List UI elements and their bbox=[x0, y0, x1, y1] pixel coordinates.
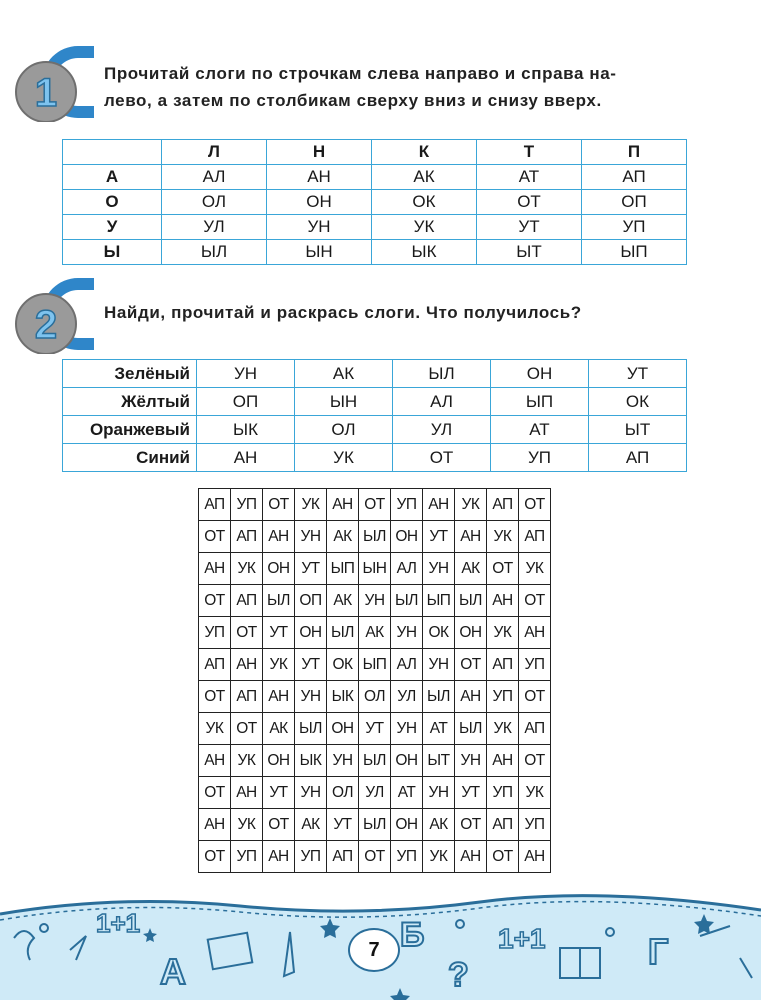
task-1-line-2: лево, а затем по столбикам сверху вниз и снизу вверх. bbox=[104, 91, 602, 110]
puzzle-cell[interactable]: ЫЛ bbox=[359, 809, 391, 841]
puzzle-cell[interactable]: АК bbox=[327, 585, 359, 617]
syllable-cell: АЛ bbox=[393, 388, 491, 416]
puzzle-cell[interactable]: АН bbox=[455, 681, 487, 713]
puzzle-cell[interactable]: УК bbox=[519, 553, 551, 585]
task-1 bbox=[0, 40, 761, 130]
puzzle-cell[interactable]: АН bbox=[231, 777, 263, 809]
puzzle-cell[interactable]: АН bbox=[519, 841, 551, 873]
puzzle-cell[interactable]: УП bbox=[487, 777, 519, 809]
puzzle-cell[interactable]: УН bbox=[391, 617, 423, 649]
puzzle-cell[interactable]: ЫЛ bbox=[455, 713, 487, 745]
puzzle-row bbox=[199, 585, 551, 617]
puzzle-cell[interactable]: ОН bbox=[295, 617, 327, 649]
syllable-cell: УК bbox=[372, 215, 477, 240]
puzzle-cell[interactable]: УН bbox=[295, 521, 327, 553]
puzzle-cell[interactable]: УТ bbox=[295, 649, 327, 681]
page-number: 7 bbox=[348, 928, 400, 972]
puzzle-cell[interactable]: АП bbox=[487, 489, 519, 521]
puzzle-cell[interactable]: АН bbox=[199, 745, 231, 777]
puzzle-cell[interactable]: АН bbox=[199, 553, 231, 585]
puzzle-cell[interactable]: ЫП bbox=[327, 553, 359, 585]
column-header: Н bbox=[267, 140, 372, 165]
puzzle-cell[interactable]: АЛ bbox=[391, 553, 423, 585]
puzzle-cell[interactable]: ОТ bbox=[519, 745, 551, 777]
puzzle-cell[interactable]: УТ bbox=[327, 809, 359, 841]
puzzle-cell[interactable]: ОТ bbox=[199, 521, 231, 553]
syllable-cell: ОК bbox=[372, 190, 477, 215]
syllable-cell: АП bbox=[582, 165, 687, 190]
syllable-cell: АП bbox=[589, 444, 687, 472]
puzzle-cell[interactable]: УП bbox=[391, 489, 423, 521]
puzzle-cell[interactable]: АЛ bbox=[391, 649, 423, 681]
puzzle-cell[interactable]: АТ bbox=[423, 713, 455, 745]
puzzle-cell[interactable]: АТ bbox=[391, 777, 423, 809]
puzzle-cell[interactable]: УН bbox=[359, 585, 391, 617]
coloring-puzzle-grid bbox=[198, 488, 551, 873]
row-header: А bbox=[63, 165, 162, 190]
puzzle-row bbox=[199, 617, 551, 649]
puzzle-cell[interactable]: ЫЛ bbox=[423, 681, 455, 713]
table-row bbox=[63, 240, 687, 265]
puzzle-cell[interactable]: АП bbox=[327, 841, 359, 873]
puzzle-cell[interactable]: ОК bbox=[327, 649, 359, 681]
table-row bbox=[63, 388, 687, 416]
table-corner bbox=[63, 140, 162, 165]
puzzle-cell[interactable]: ОН bbox=[391, 809, 423, 841]
syllable-cell: ЫК bbox=[372, 240, 477, 265]
color-label: Синий bbox=[63, 444, 197, 472]
syllable-cell: ОЛ bbox=[295, 416, 393, 444]
puzzle-cell[interactable]: ОП bbox=[295, 585, 327, 617]
puzzle-cell[interactable]: УП bbox=[487, 681, 519, 713]
syllable-cell: УК bbox=[295, 444, 393, 472]
puzzle-cell[interactable]: ОН bbox=[263, 745, 295, 777]
footer-letter-a: А bbox=[160, 951, 186, 992]
syllable-cell: УЛ bbox=[393, 416, 491, 444]
puzzle-cell[interactable]: УП bbox=[519, 809, 551, 841]
puzzle-cell[interactable]: УН bbox=[423, 777, 455, 809]
color-label: Зелёный bbox=[63, 360, 197, 388]
puzzle-cell[interactable]: АП bbox=[199, 489, 231, 521]
puzzle-cell[interactable]: УН bbox=[327, 745, 359, 777]
puzzle-cell[interactable]: ЫП bbox=[423, 585, 455, 617]
puzzle-cell[interactable]: УК bbox=[199, 713, 231, 745]
puzzle-cell[interactable]: ОТ bbox=[263, 809, 295, 841]
syllable-cell: ОТ bbox=[393, 444, 491, 472]
syllable-cell: АТ bbox=[477, 165, 582, 190]
syllable-cell: ЫТ bbox=[477, 240, 582, 265]
syllable-cell: УП bbox=[582, 215, 687, 240]
column-header: К bbox=[372, 140, 477, 165]
puzzle-cell[interactable]: АН bbox=[263, 841, 295, 873]
puzzle-cell[interactable]: УК bbox=[263, 649, 295, 681]
syllable-cell: АН bbox=[197, 444, 295, 472]
syllable-cell: АТ bbox=[491, 416, 589, 444]
puzzle-cell[interactable]: ОЛ bbox=[327, 777, 359, 809]
puzzle-cell[interactable]: АП bbox=[519, 521, 551, 553]
syllable-cell: ОП bbox=[197, 388, 295, 416]
task-1-instruction bbox=[104, 60, 617, 114]
puzzle-cell[interactable]: УТ bbox=[359, 713, 391, 745]
puzzle-cell[interactable]: УК bbox=[455, 489, 487, 521]
puzzle-cell[interactable]: УТ bbox=[455, 777, 487, 809]
puzzle-cell[interactable]: АН bbox=[231, 649, 263, 681]
puzzle-cell[interactable]: УК bbox=[231, 553, 263, 585]
puzzle-cell[interactable]: АН bbox=[455, 521, 487, 553]
row-header: О bbox=[63, 190, 162, 215]
puzzle-cell[interactable]: ОТ bbox=[199, 777, 231, 809]
puzzle-cell[interactable]: УП bbox=[519, 649, 551, 681]
color-key-table bbox=[62, 359, 687, 472]
color-label: Жёлтый bbox=[63, 388, 197, 416]
puzzle-cell[interactable]: АН bbox=[455, 841, 487, 873]
puzzle-cell[interactable]: ЫЛ bbox=[391, 585, 423, 617]
puzzle-cell[interactable]: ОТ bbox=[263, 489, 295, 521]
syllable-cell: ЫТ bbox=[589, 416, 687, 444]
puzzle-cell[interactable]: УН bbox=[423, 553, 455, 585]
syllable-cell: ОН bbox=[491, 360, 589, 388]
puzzle-cell[interactable]: УТ bbox=[263, 777, 295, 809]
task-2-badge bbox=[8, 272, 100, 354]
puzzle-cell[interactable]: ЫЛ bbox=[359, 745, 391, 777]
puzzle-row bbox=[199, 553, 551, 585]
puzzle-cell[interactable]: УП bbox=[231, 489, 263, 521]
puzzle-cell[interactable]: ОН bbox=[391, 745, 423, 777]
puzzle-cell[interactable]: УН bbox=[423, 649, 455, 681]
syllable-cell: УЛ bbox=[162, 215, 267, 240]
color-label: Оранжевый bbox=[63, 416, 197, 444]
table-row bbox=[63, 190, 687, 215]
puzzle-cell[interactable]: УЛ bbox=[391, 681, 423, 713]
puzzle-cell[interactable]: АН bbox=[519, 617, 551, 649]
puzzle-row bbox=[199, 841, 551, 873]
syllable-cell: ЫЛ bbox=[393, 360, 491, 388]
syllable-cell: АН bbox=[267, 165, 372, 190]
puzzle-row bbox=[199, 489, 551, 521]
syllable-cell: АК bbox=[295, 360, 393, 388]
task-2-number: 2 bbox=[34, 303, 58, 347]
puzzle-cell[interactable]: ЫК bbox=[295, 745, 327, 777]
puzzle-cell[interactable]: ОТ bbox=[487, 553, 519, 585]
syllable-cell: ЫЛ bbox=[162, 240, 267, 265]
footer-formula-left: 1+1 bbox=[96, 908, 141, 938]
row-header: Ы bbox=[63, 240, 162, 265]
column-header: Л bbox=[162, 140, 267, 165]
puzzle-cell[interactable]: ОТ bbox=[199, 681, 231, 713]
puzzle-cell[interactable]: АП bbox=[231, 521, 263, 553]
table-row bbox=[63, 416, 687, 444]
row-header: У bbox=[63, 215, 162, 240]
puzzle-cell[interactable]: ЫЛ bbox=[327, 617, 359, 649]
column-header: П bbox=[582, 140, 687, 165]
puzzle-cell[interactable]: АП bbox=[487, 649, 519, 681]
puzzle-row bbox=[199, 649, 551, 681]
puzzle-cell[interactable]: АК bbox=[455, 553, 487, 585]
puzzle-cell[interactable]: УП bbox=[199, 617, 231, 649]
puzzle-cell[interactable]: ОТ bbox=[519, 585, 551, 617]
puzzle-cell[interactable]: ОТ bbox=[519, 681, 551, 713]
syllable-cell: ОП bbox=[582, 190, 687, 215]
syllable-cell: УН bbox=[267, 215, 372, 240]
puzzle-cell[interactable]: ЫЛ bbox=[359, 521, 391, 553]
puzzle-cell[interactable]: УК bbox=[487, 617, 519, 649]
puzzle-cell[interactable]: ЫК bbox=[327, 681, 359, 713]
puzzle-cell[interactable]: УК bbox=[487, 713, 519, 745]
syllable-cell: ОК bbox=[589, 388, 687, 416]
puzzle-cell[interactable]: ОН bbox=[263, 553, 295, 585]
puzzle-cell[interactable]: ЫН bbox=[359, 553, 391, 585]
table-row bbox=[63, 215, 687, 240]
puzzle-cell[interactable]: АК bbox=[295, 809, 327, 841]
puzzle-cell[interactable]: ЫТ bbox=[423, 745, 455, 777]
puzzle-cell[interactable]: УП bbox=[391, 841, 423, 873]
puzzle-cell[interactable]: ЫЛ bbox=[295, 713, 327, 745]
puzzle-cell[interactable]: ОТ bbox=[199, 585, 231, 617]
puzzle-cell[interactable]: АП bbox=[231, 681, 263, 713]
puzzle-cell[interactable]: ОТ bbox=[231, 713, 263, 745]
puzzle-cell[interactable]: ОЛ bbox=[359, 681, 391, 713]
puzzle-cell[interactable]: АП bbox=[519, 713, 551, 745]
puzzle-cell[interactable]: ОН bbox=[327, 713, 359, 745]
task-2-instruction: Найди, прочитай и раскрась слоги. Что получилось? bbox=[104, 303, 582, 322]
puzzle-cell[interactable]: УН bbox=[391, 713, 423, 745]
puzzle-cell[interactable]: АП bbox=[199, 649, 231, 681]
puzzle-cell[interactable]: УН bbox=[295, 777, 327, 809]
puzzle-cell[interactable]: ЫЛ bbox=[263, 585, 295, 617]
puzzle-cell[interactable]: ОН bbox=[391, 521, 423, 553]
puzzle-cell[interactable]: ОТ bbox=[231, 617, 263, 649]
syllable-cell: ОТ bbox=[477, 190, 582, 215]
puzzle-cell[interactable]: УК bbox=[231, 809, 263, 841]
footer-letter-g: Г bbox=[648, 931, 669, 972]
syllable-cell: АЛ bbox=[162, 165, 267, 190]
puzzle-cell[interactable]: ОН bbox=[455, 617, 487, 649]
puzzle-cell[interactable]: ОТ bbox=[199, 841, 231, 873]
syllable-cell: УП bbox=[491, 444, 589, 472]
puzzle-cell[interactable]: ЫЛ bbox=[455, 585, 487, 617]
puzzle-cell[interactable]: АН bbox=[327, 489, 359, 521]
puzzle-cell[interactable]: ОК bbox=[423, 617, 455, 649]
puzzle-cell[interactable]: УН bbox=[455, 745, 487, 777]
puzzle-cell[interactable]: УТ bbox=[295, 553, 327, 585]
puzzle-row bbox=[199, 777, 551, 809]
puzzle-cell[interactable]: АН bbox=[423, 489, 455, 521]
puzzle-row bbox=[199, 713, 551, 745]
puzzle-cell[interactable]: УП bbox=[231, 841, 263, 873]
puzzle-cell[interactable]: АН bbox=[487, 745, 519, 777]
puzzle-cell[interactable]: АН bbox=[199, 809, 231, 841]
puzzle-cell[interactable]: АК bbox=[423, 809, 455, 841]
column-header: Т bbox=[477, 140, 582, 165]
puzzle-cell[interactable]: УК bbox=[231, 745, 263, 777]
puzzle-cell[interactable]: УП bbox=[295, 841, 327, 873]
puzzle-cell[interactable]: АП bbox=[487, 809, 519, 841]
footer-question-mark: ? bbox=[448, 956, 469, 994]
puzzle-cell[interactable]: УК bbox=[519, 777, 551, 809]
syllable-cell: АК bbox=[372, 165, 477, 190]
puzzle-cell[interactable]: АН bbox=[263, 521, 295, 553]
puzzle-cell[interactable]: УН bbox=[295, 681, 327, 713]
table-row bbox=[63, 165, 687, 190]
task-1-number: 1 bbox=[34, 71, 58, 115]
puzzle-cell[interactable]: УК bbox=[423, 841, 455, 873]
syllable-cell: ОЛ bbox=[162, 190, 267, 215]
syllable-cell: УТ bbox=[477, 215, 582, 240]
syllable-cell: ЫП bbox=[491, 388, 589, 416]
puzzle-cell[interactable]: УЛ bbox=[359, 777, 391, 809]
puzzle-cell[interactable]: ОТ bbox=[455, 809, 487, 841]
puzzle-row bbox=[199, 809, 551, 841]
puzzle-row bbox=[199, 745, 551, 777]
footer-formula-right: 1+1 bbox=[498, 923, 546, 954]
puzzle-cell[interactable]: АП bbox=[231, 585, 263, 617]
task-1-badge bbox=[8, 40, 100, 122]
puzzle-row bbox=[199, 681, 551, 713]
syllable-cell: ОН bbox=[267, 190, 372, 215]
syllable-cell: ЫП bbox=[582, 240, 687, 265]
puzzle-cell[interactable]: УК bbox=[487, 521, 519, 553]
puzzle-cell[interactable]: ОТ bbox=[359, 489, 391, 521]
puzzle-cell[interactable]: АН bbox=[487, 585, 519, 617]
footer-letter-b: Б bbox=[400, 916, 425, 954]
puzzle-cell[interactable]: УТ bbox=[423, 521, 455, 553]
puzzle-cell[interactable]: ОТ bbox=[455, 649, 487, 681]
puzzle-row bbox=[199, 521, 551, 553]
puzzle-cell[interactable]: АК bbox=[327, 521, 359, 553]
table-row bbox=[63, 360, 687, 388]
puzzle-cell[interactable]: ОТ bbox=[487, 841, 519, 873]
syllable-cell: ЫК bbox=[197, 416, 295, 444]
task-1-line-1: Прочитай слоги по строчкам слева направо и справа на- bbox=[104, 64, 617, 83]
task-2 bbox=[0, 272, 761, 362]
puzzle-cell[interactable]: УК bbox=[295, 489, 327, 521]
puzzle-cell[interactable]: АН bbox=[263, 681, 295, 713]
puzzle-cell[interactable]: ОТ bbox=[519, 489, 551, 521]
syllable-cell: ЫН bbox=[295, 388, 393, 416]
puzzle-cell[interactable]: АК bbox=[263, 713, 295, 745]
puzzle-cell[interactable]: АК bbox=[359, 617, 391, 649]
table-row bbox=[63, 444, 687, 472]
puzzle-cell[interactable]: ОТ bbox=[359, 841, 391, 873]
syllable-cell: УТ bbox=[589, 360, 687, 388]
puzzle-cell[interactable]: УТ bbox=[263, 617, 295, 649]
syllable-table bbox=[62, 139, 687, 265]
puzzle-cell[interactable]: ЫП bbox=[359, 649, 391, 681]
syllable-cell: УН bbox=[197, 360, 295, 388]
syllable-cell: ЫН bbox=[267, 240, 372, 265]
